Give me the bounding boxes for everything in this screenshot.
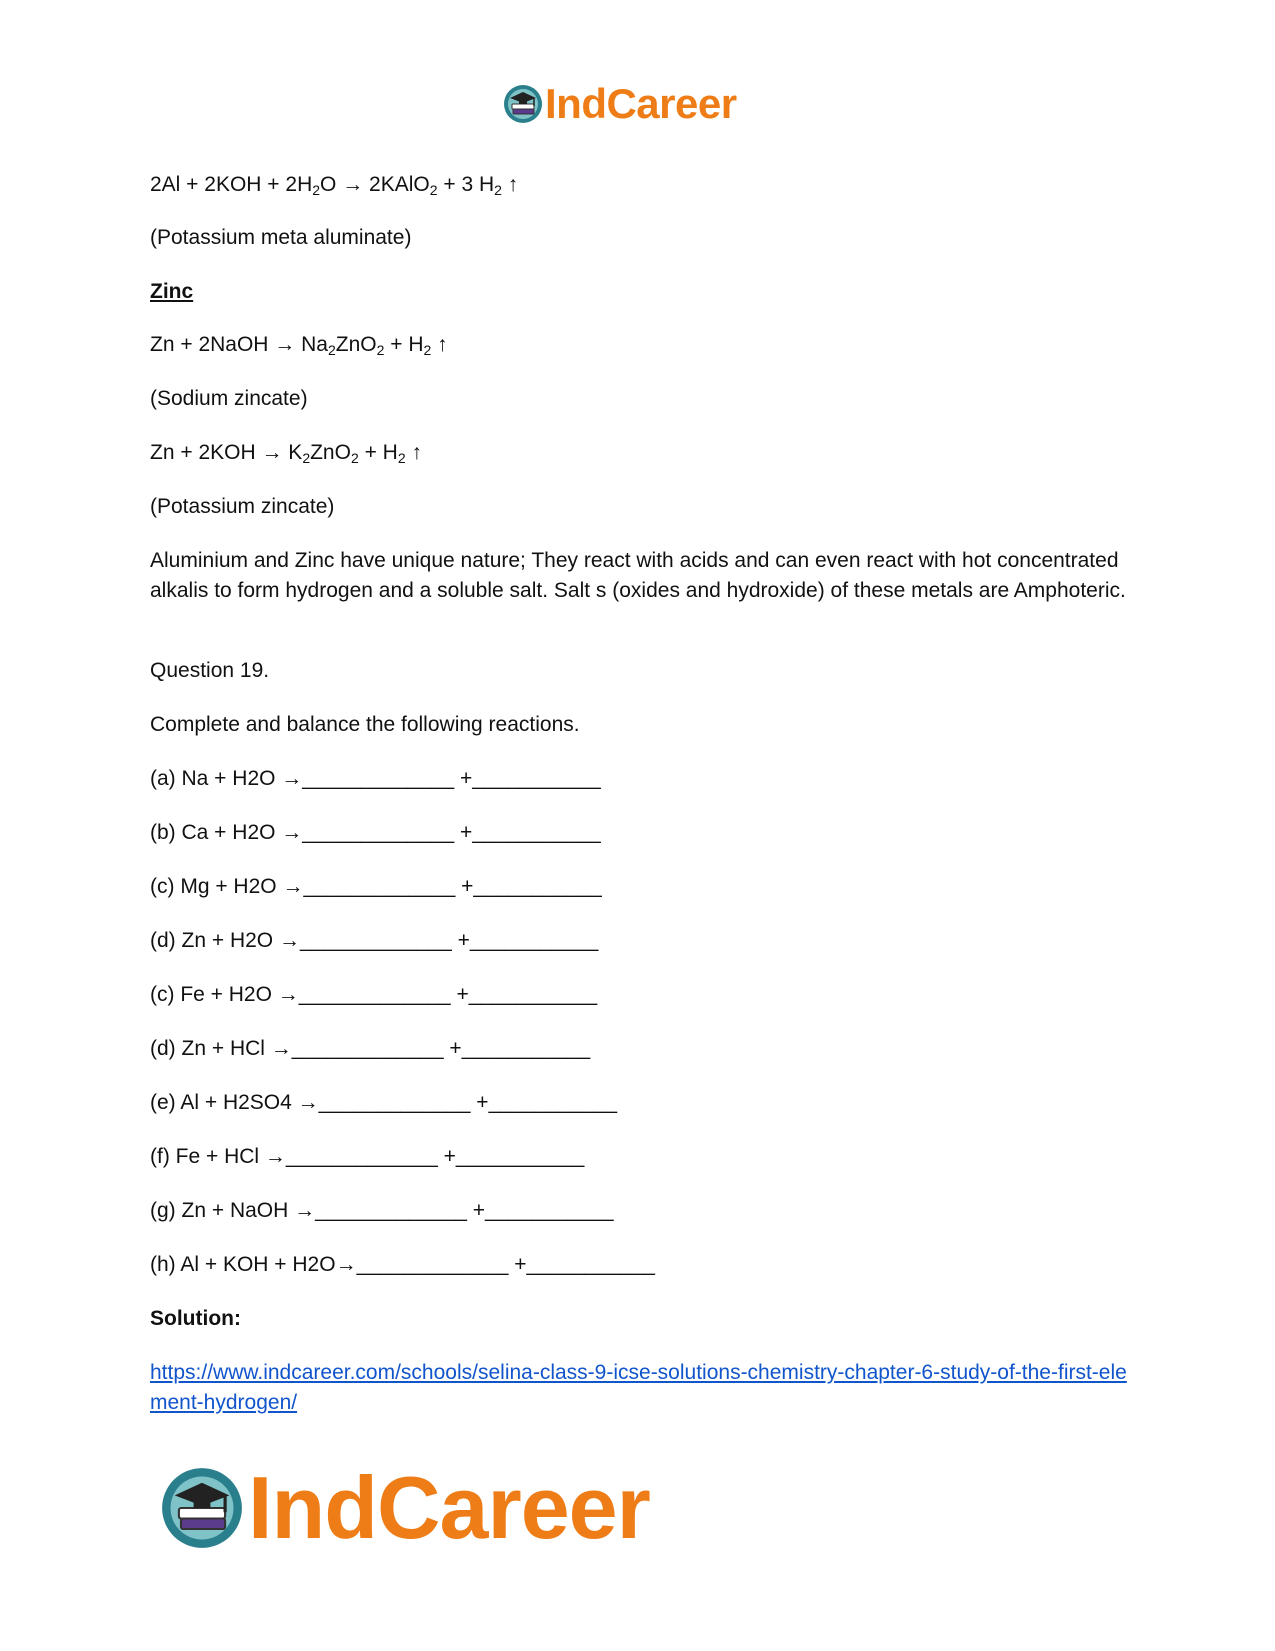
section-heading-zinc: Zinc xyxy=(150,280,194,303)
logo-text: IndCareer xyxy=(248,1458,650,1557)
reaction-item: (h) Al + KOH + H2O→_____________ +___________ xyxy=(150,1253,655,1276)
equation-zn-koh: $Zn + 2KOH \to K_2ZnO_2 + H_2$ ↑ xyxy=(150,441,422,466)
reaction-item: (c) Fe + H2O →_____________ +___________ xyxy=(150,983,598,1006)
reaction-item: (e) Al + H2SO4 →_____________ +___________ xyxy=(150,1091,618,1114)
logo-text: IndCareer xyxy=(545,80,737,127)
equation-zn-naoh: Zn + 2NaOH → $Na_2ZnO_2 + H_2$ ↑ xyxy=(150,333,448,358)
question-number: Question 19. xyxy=(150,659,270,682)
reaction-item: (c) Mg + H2O →_____________ +___________ xyxy=(150,875,602,898)
graduation-cap-books-icon xyxy=(160,1466,244,1550)
compound-name: (Sodium zincate) xyxy=(150,387,308,410)
solution-link[interactable]: https://www.indcareer.com/schools/selina-class-9-icse-solutions-chemistry-chapter-6-study-of-the-first-element-hydrogen/ xyxy=(150,1361,1127,1414)
compound-name: (Potassium meta aluminate) xyxy=(150,226,412,249)
reaction-item: (a) Na + H2O →_____________ +___________ xyxy=(150,767,601,790)
reaction-item: (f) Fe + HCl →_____________ +___________ xyxy=(150,1145,585,1168)
header-logo xyxy=(503,82,737,126)
reaction-item: (d) Zn + H2O →_____________ +___________ xyxy=(150,929,599,952)
question-text: Complete and balance the following reactions. xyxy=(150,713,580,736)
graduation-cap-books-icon xyxy=(503,84,543,124)
compound-name: (Potassium zincate) xyxy=(150,495,335,518)
reaction-item: (g) Zn + NaOH →_____________ +___________ xyxy=(150,1199,614,1222)
solution-label: Solution: xyxy=(150,1307,241,1330)
footer-logo xyxy=(160,1458,650,1557)
reaction-item: (d) Zn + HCl →_____________ +___________ xyxy=(150,1037,591,1060)
explanation-paragraph: Aluminium and Zinc have unique nature; They react with acids and can even react with hot concentrated alkalis to form hydrogen and a soluble salt. Salt s (oxides and hydroxide) of these metals are Amphoteric. xyxy=(150,549,1126,602)
equation-al-koh: $2Al + 2KOH + 2H_2O$ → 2KAlO$_2$ + 3 $H_2$ ↑ xyxy=(150,173,519,198)
reaction-item: (b) Ca + H2O →_____________ +___________ xyxy=(150,821,601,844)
